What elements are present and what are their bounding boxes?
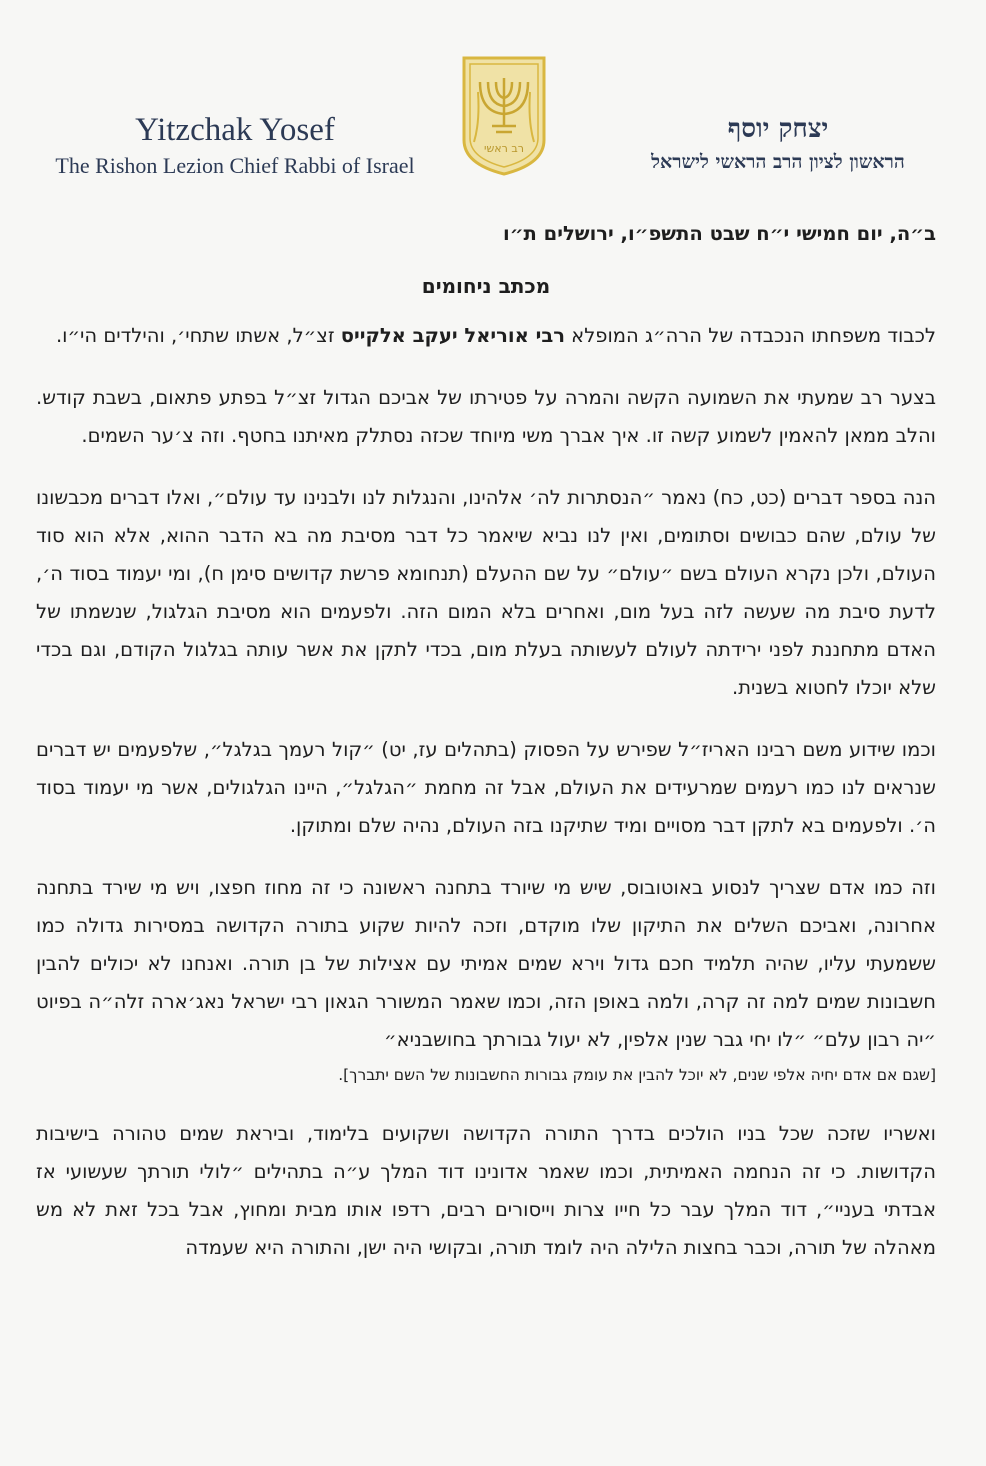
menorah-emblem-icon (456, 52, 552, 178)
closing-paragraph: ואשריו שזכה שכל בניו הולכים בדרך התורה הקדושה ושקועים בלימוד, וביראת שמים טהורה בישיבות הקדושות. כי זה הנחמה האמיתית, וכמו שאמר אדונינו דוד המלך ע״ה בתהילים ״לולי תורתך שעשועי אז אבדתי בעניי״, דוד המלך עבר כל חייו צרות וייסורים רבים, רדפו אותו מבית ומחוץ, אבל בכל זאת לא מש מאהלה של תורה, וכבר בחצות הלילה היה לומד תורה, ובקושי היה ישן, והתורה היא שעמדה (36, 1122, 936, 1259)
emblem-inscription: רב ראשי (484, 142, 524, 155)
body-paragraph-3: וכמו שידוע משם רבינו האריז״ל שפירש על הפסוק (בתהלים עז, יט) ״קול רעמך בגלגל״, שלפעמים יש דברים שנראים לנו כמו רעמים שמרעידים את העולם, אבל זה מחמת ״הגלגל״, היינו הגלגולים, אשר מי יעמוד בסוד ה׳. ולפעמים בא לתקן דבר מסויים ומיד שתיקנו בזה העולם, נהיה שלם ומתוקן. (36, 738, 936, 837)
english-title: The Rishon Lezion Chief Rabbi of Israel (55, 153, 415, 178)
letterhead (0, 0, 986, 200)
english-letterhead (40, 110, 430, 180)
bracketed-note: [שגם אם אדם יחיה אלפי שנים, לא יוכל להבין את עומק גבורות החשבונות של השם יתברך]. (338, 1066, 936, 1084)
address-before: לכבוד משפחתו הנכבדה של הרה״ג המופלא (564, 324, 936, 347)
hebrew-letterhead (598, 112, 958, 176)
hebrew-name: יצחק יוסף (727, 114, 829, 144)
hebrew-title: הראשון לציון הרב הראשי לישראל (651, 151, 905, 173)
deceased-name: רבי אוריאל יעקב אלקייס (340, 324, 565, 347)
letter-subject: מכתב ניחומים (421, 274, 551, 298)
dateline: ב״ה, יום חמישי י״ח שבט התשפ״ו, ירושלים ת״ו (503, 222, 936, 245)
body-paragraph-4: וזה כמו אדם שצריך לנסוע באוטובוס, שיש מי שיורד בתחנה ראשונה כי זה מחוז חפצו, ויש מי שירד בתחנה אחרונה, ואביכם השלים את התיקון שלו מוקדם, וזכה להיות שקוע בתורה הקדושה במסירות גדולה כמו ששמעתי עליו, שהיה תלמיד חכם גדול וירא שמים אמיתי עם אצילות של בן תורה. ואנחנו לא יכולים להבין חשבונות שמים למה זה קרה, ולמה באופן הזה, וכמו שאמר המשורר הגאון רבי ישראל נאג׳ארה זלה״ה בפיוט ״יה רבון עלם״ ״לו יחי גבר שנין אלפין, לא יעול גבורתך בחושבניא״ (36, 876, 936, 1051)
address-paragraph (36, 317, 936, 355)
letter-body (36, 215, 936, 1291)
english-name: Yitzchak Yosef (135, 112, 335, 148)
body-paragraph-2: הנה בספר דברים (כט, כח) נאמר ״הנסתרות לה׳ אלהינו, והנגלות לנו ולבנינו עד עולם״, ואלו דברים מכבשונו של עולם, שהם כבושים וסתומים, ואין לנו נביא שיאמר כל דבר מסיבת מה בא הדבר ההוא, אלא הוא סוד העולם, ולכן נקרא העולם בשם ״עולם״ על שם ההעלם (תנחומא פרשת קדושים סימן ח), ומי יעמוד בסוד ה׳, לדעת סיבת מה שעשה לזה בעל מום, ואחרים בלא המום הזה. ולפעמים הוא מסיבת הגלגול, שנשמתו של האדם מתחננת לפני ירידתה לעולם לעשותה בעלת מום, בכדי לתקן את אשר עותה בגלגול הקודם, וגם בכדי שלא יוכלו לחטוא בשנית. (36, 486, 936, 699)
body-paragraph-1: בצער רב שמעתי את השמועה הקשה והמרה על פטירתו של אביכם הגדול זצ״ל בפתע פתאום, בשבת קודש. והלב ממאן להאמין לשמוע קשה זו. איך אברך משי מיוחד שכזה נסתלק מאיתנו בחטף. וזה צ׳ער השמים. (36, 386, 936, 447)
address-after: זצ״ל, אשתו שתחי׳, והילדים הי״ו. (55, 324, 341, 347)
